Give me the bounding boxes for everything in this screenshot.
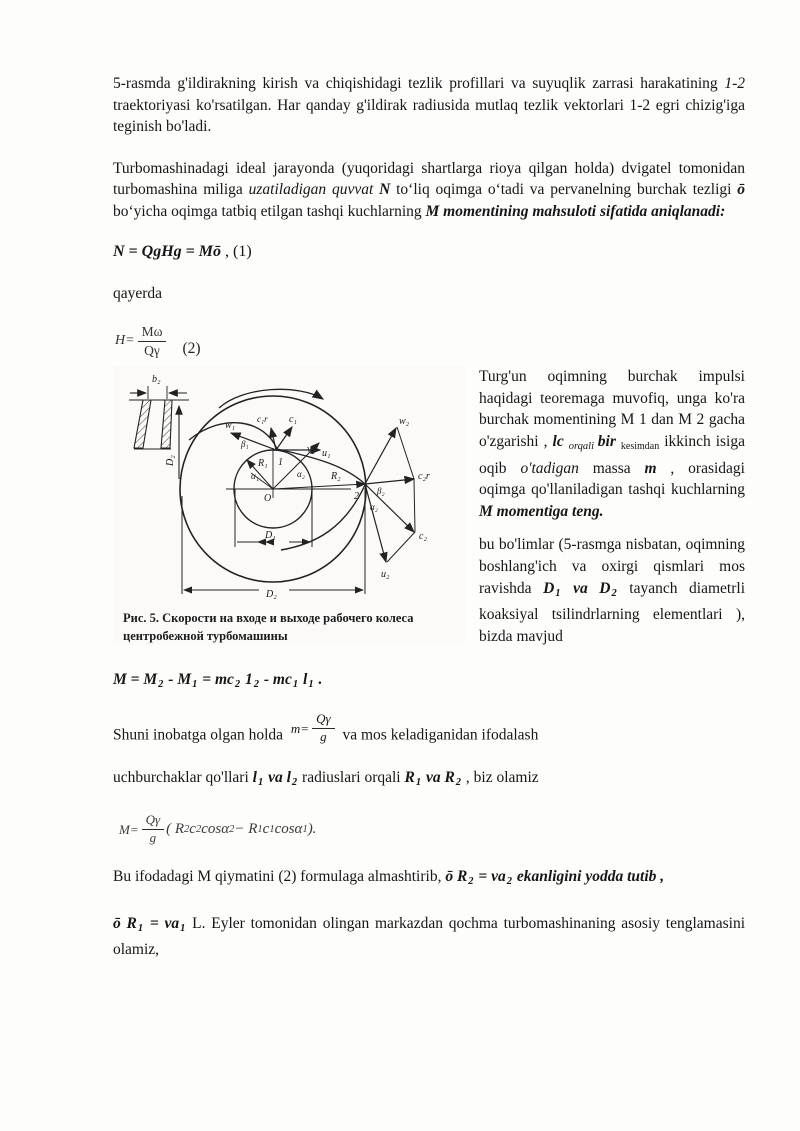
- formula-2-expression: [115, 324, 166, 358]
- formula-3: M = M2 - M1 = mc2 12 - mc1 l1 .: [113, 671, 323, 691]
- paragraph-substitution: Bu ifodadagi M qiymatini (2) formulaga almashtirib, ō R2 = va2 ekanligini yodda tutib ,: [113, 868, 665, 888]
- formula-2-numerator: Mω: [138, 324, 167, 342]
- velocity-triangle-outlet: [365, 427, 415, 562]
- label-alpha2: α₂: [370, 502, 378, 513]
- formula-2-lhs: H=: [115, 333, 135, 349]
- label-v2: v₂: [307, 444, 315, 456]
- label-center-o: O: [264, 493, 272, 505]
- paragraph-intro: 5-rasmda g'ildirakning kirish va chiqishidagi tezlik profillari va suyuqlik zarrasi harakatining 1-2 traektoriyasi ko'rsatilgan. Har qanday g'ildirak radiusida mutlaq tezlik vektorlari 1-2 egri chizig'iga teginish bo'ladi.: [113, 75, 745, 136]
- label-u1: u₁: [322, 448, 331, 460]
- figure-caption: Рис. 5. Скорости на входе и выходе рабочего колеса центробежной турбомашины: [123, 611, 414, 643]
- equation-number-2: (2): [182, 340, 201, 358]
- paragraph-euler-equation: ō R1 = va1 L. Eyler tomonidan olingan markazdan qochma turbomashinaning asosiy tenglamasini olamiz,: [113, 914, 745, 959]
- dimension-d2: [182, 488, 365, 594]
- paragraph-mass-flow: Shuni inobatga olgan holda m= $\frac{Q\gamma}{g}$ va mos keladiganidan ifodalash: [113, 711, 539, 745]
- label-alpha2-inner: α₂: [297, 469, 305, 480]
- label-u2: u₂: [381, 569, 390, 581]
- label-d2-bottom: D₂: [266, 589, 277, 601]
- formula-2: [115, 324, 745, 358]
- paragraph-ideal-process: Turbomashinadagi ideal jarayonda (yuqoridagi shartlarga rioya qilgan holda) dvigatel tomonidan turbomashina miliga uzatiladigan quvvat N toʻliq oqimga oʻtadi va pervanelning burchak tezligi ō boʻyicha oqimga tatbiq etilgan tashqi kuchlarning M momentining mahsuloti sifatida aniqlanadi:: [113, 159, 746, 220]
- label-w1: w₁: [225, 420, 236, 432]
- label-r2: R₂: [331, 471, 341, 483]
- label-alpha1: α₁: [251, 471, 259, 482]
- impeller-cross-section: [129, 386, 189, 479]
- figure-and-side-text: [113, 366, 745, 647]
- paragraph-triangle-arms: uchburchaklar qo'llari l1 va l2 radiuslari orqali R1 va R2 , biz olamiz: [113, 768, 539, 788]
- label-c2r: c₂r: [418, 471, 430, 483]
- impeller-velocity-diagram: [113, 366, 465, 606]
- rotation-arrow: [219, 390, 323, 409]
- label-c1r: c₁r: [257, 414, 268, 425]
- paragraph-angular-momentum: Turg'un oqimning burchak impulsi haqidagi teoremaga muvofiq, unga ko'ra burchak momentining M 1 dan M 2 gacha o'zgarishi , lc orqali bir kesimdan ikkinch isiga oqib o'tadigan massa m , orasidagi oqimga qo'llaniladigan tashqi kuchlarning M momentiga teng.: [479, 368, 745, 520]
- paragraph-sections: bu bo'limlar (5-rasmga nisbatan, oqimning boshlang'ich va oxirgi qismlari mos ravishda D1 va D2 tayanch diametrli koaksiyal tsilindrlarning elementlari ), bizda mavjud: [479, 536, 745, 645]
- formula-4: M= $\frac{Q\gamma}{g}$ ( R 2 c 2 cosα 2 − R 1 c 1 cosα 1 ).: [119, 812, 317, 846]
- label-d2-side: D₂: [165, 455, 176, 467]
- label-c1: c₁: [289, 414, 297, 426]
- label-beta1: β₁: [241, 439, 249, 450]
- figure-5: [113, 366, 465, 645]
- label-c2: c₂: [419, 531, 427, 543]
- formula-1: N = QgHg = Mō , (1): [113, 242, 252, 260]
- label-point-2: 2: [354, 491, 359, 503]
- formula-2-denominator: Qγ: [144, 342, 160, 358]
- label-w2: w₂: [399, 416, 410, 428]
- label-point-1: 1: [278, 457, 283, 469]
- label-beta2: β₂: [377, 486, 385, 497]
- label-d1: D₁: [265, 530, 276, 542]
- label-r1: R₁: [258, 458, 268, 470]
- label-b2: b₂: [152, 374, 161, 386]
- radii-and-blade-curves: [189, 423, 365, 550]
- word-qayerda: qayerda: [113, 284, 163, 302]
